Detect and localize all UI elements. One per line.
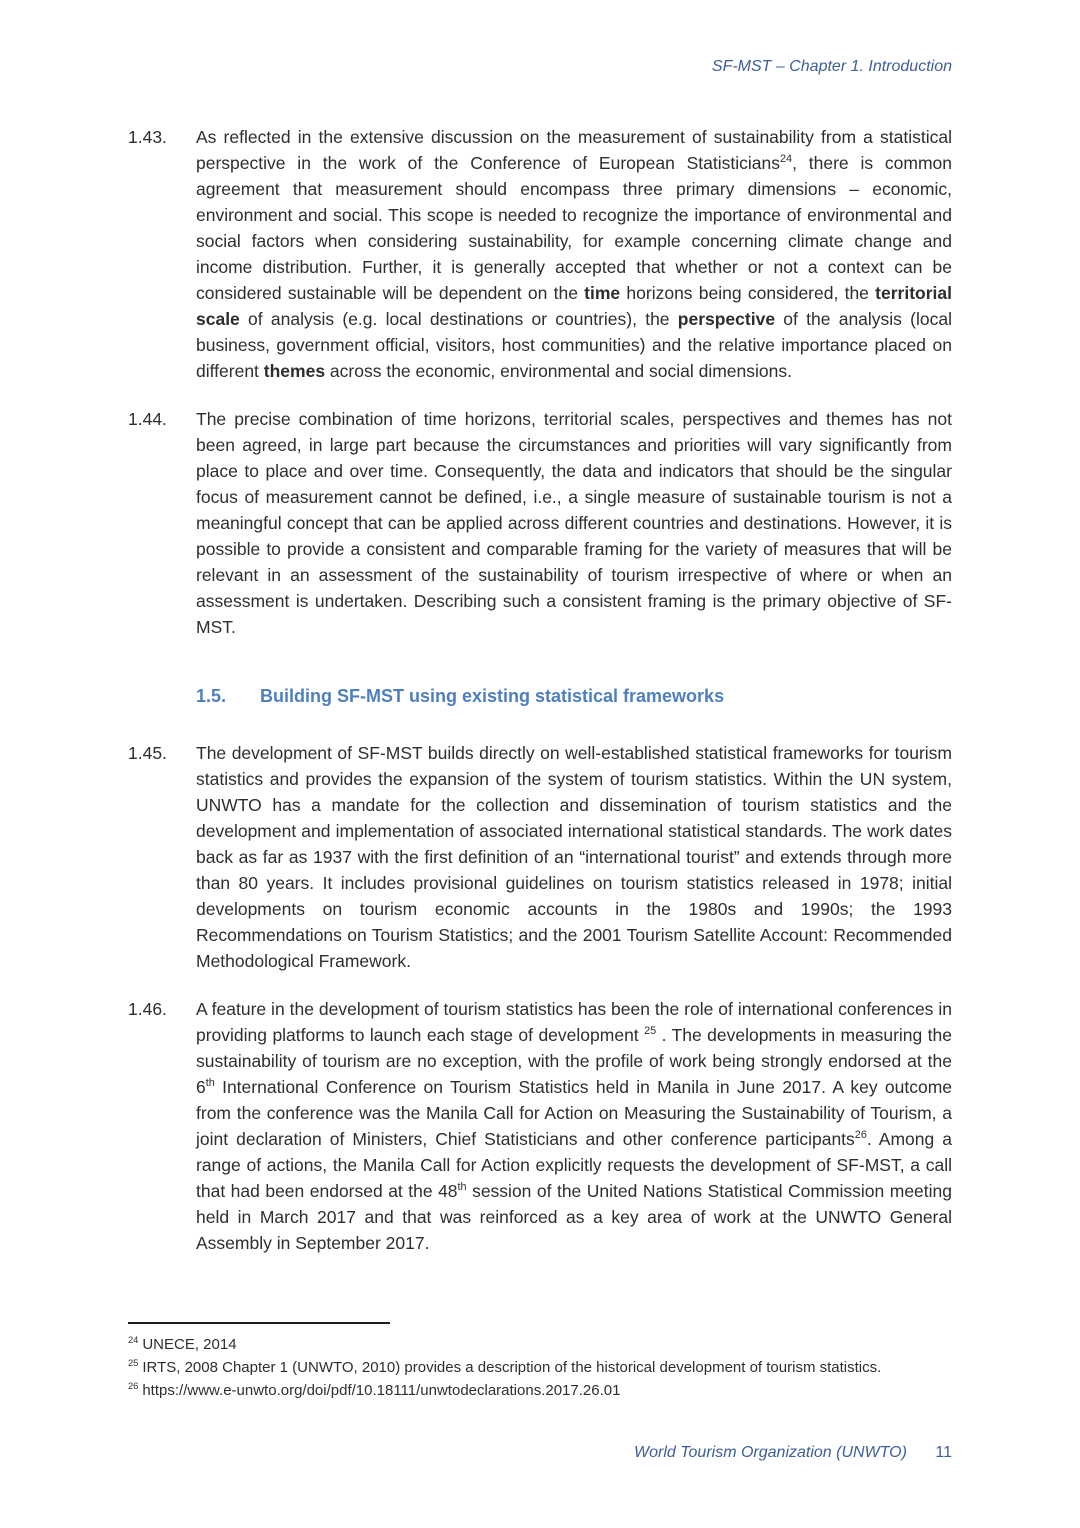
section-heading-1-5 — [196, 684, 952, 708]
paragraph-number: 1.46. — [128, 999, 167, 1019]
paragraph-1-46 — [128, 996, 952, 1256]
footnote-marker: 25 — [128, 1358, 139, 1368]
paragraph-text: As reflected in the extensive discussion on the measurement of sustainability from a statistical perspective in the work of the Conference of European Statisticians$^{24}$, there is common agreement that measurement should encompass three primary dimensions – economic, environment and social. This scope is needed to recognize the importance of environmental and social factors when considering sustainability, for example concerning climate change and income distribution. Further, it is generally accepted that whether or not a context can be considered sustainable will be dependent on the time horizons being considered, the territorial scale of analysis (e.g. local destinations or countries), the perspective of the analysis (local business, government official, visitors, host communities) and the relative importance placed on different themes across the economic, environmental and social dimensions. — [196, 127, 953, 381]
running-header-title: SF-MST – Chapter 1. Introduction — [711, 58, 952, 75]
footer-organization: World Tourism Organization (UNWTO) — [633, 1444, 907, 1461]
footnote-separator — [128, 1322, 390, 1324]
paragraph-number: 1.44. — [128, 409, 167, 429]
footnote-marker: 24 — [128, 1335, 139, 1345]
footnote-text: UNECE, 2014 — [142, 1336, 237, 1353]
paragraph-text: A feature in the development of tourism statistics has been the role of international conferences in providing platforms to launch each stage of development $^{25}$ . The developments in measuring the sustainability of tourism are no exception, with the profile of work being strongly endorsed at the 6th International Conference on Tourism Statistics held in Manila in June 2017. A key outcome from the conference was the Manila Call for Action on Measuring the Sustainability of Tourism, a joint declaration of Ministers, Chief Statisticians and other conference participants$^{26}$. Among a range of actions, the Manila Call for Action explicitly requests the development of SF-MST, a call that had been endorsed at the 48th session of the United Nations Statistical Commission meeting held in March 2017 and that was reinforced as a key area of work at the UNWTO General Assembly in September 2017. — [196, 999, 953, 1253]
paragraph-number: 1.45. — [128, 743, 167, 763]
footnote-25 — [128, 1356, 952, 1379]
footnote-text: https://www.e-unwto.org/doi/pdf/10.18111/unwtodeclarations.2017.26.01 — [142, 1382, 621, 1399]
page-content — [128, 124, 952, 1278]
footnote-26 — [128, 1379, 952, 1402]
running-header — [128, 58, 952, 76]
footnotes-area — [128, 1322, 952, 1402]
page-number: 11 — [935, 1444, 952, 1461]
footnote-text: IRTS, 2008 Chapter 1 (UNWTO, 2010) provides a description of the historical development of tourism statistics. — [142, 1359, 882, 1376]
section-number: 1.5. — [196, 686, 227, 706]
paragraph-1-43 — [128, 124, 952, 384]
paragraph-text: The development of SF-MST builds directly on well-established statistical frameworks for tourism statistics and provides the expansion of the system of tourism statistics. Within the UN system, UNWTO has a mandate for the collection and dissemination of tourism statistics and the development and implementation of associated international statistical standards. The work dates back as far as 1937 with the first definition of an “international tourist” and extends through more than 80 years. It includes provisional guidelines on tourism statistics released in 1978; initial developments on tourism economic accounts in the 1980s and 1990s; the 1993 Recommendations on Tourism Statistics; and the 2001 Tourism Satellite Account: Recommended Methodological Framework. — [196, 743, 952, 971]
paragraph-text: The precise combination of time horizons, territorial scales, perspectives and themes has not been agreed, in large part because the circumstances and priorities will vary significantly from place to place and over time. Consequently, the data and indicators that should be the singular focus of measurement cannot be defined, i.e., a single measure of sustainable tourism is not a meaningful concept that can be applied across different countries and destinations. However, it is possible to provide a consistent and comparable framing for the variety of measures that will be relevant in an assessment of the sustainability of tourism irrespective of where or when an assessment is undertaken. Describing such a consistent framing is the primary objective of SF-MST. — [196, 409, 952, 637]
section-title: Building SF-MST using existing statistical frameworks — [260, 686, 725, 706]
footnote-marker: 26 — [128, 1381, 139, 1391]
paragraph-number: 1.43. — [128, 127, 167, 147]
page-footer — [128, 1444, 952, 1462]
footnote-24 — [128, 1333, 952, 1356]
paragraph-1-44 — [128, 406, 952, 640]
paragraph-1-45 — [128, 740, 952, 974]
